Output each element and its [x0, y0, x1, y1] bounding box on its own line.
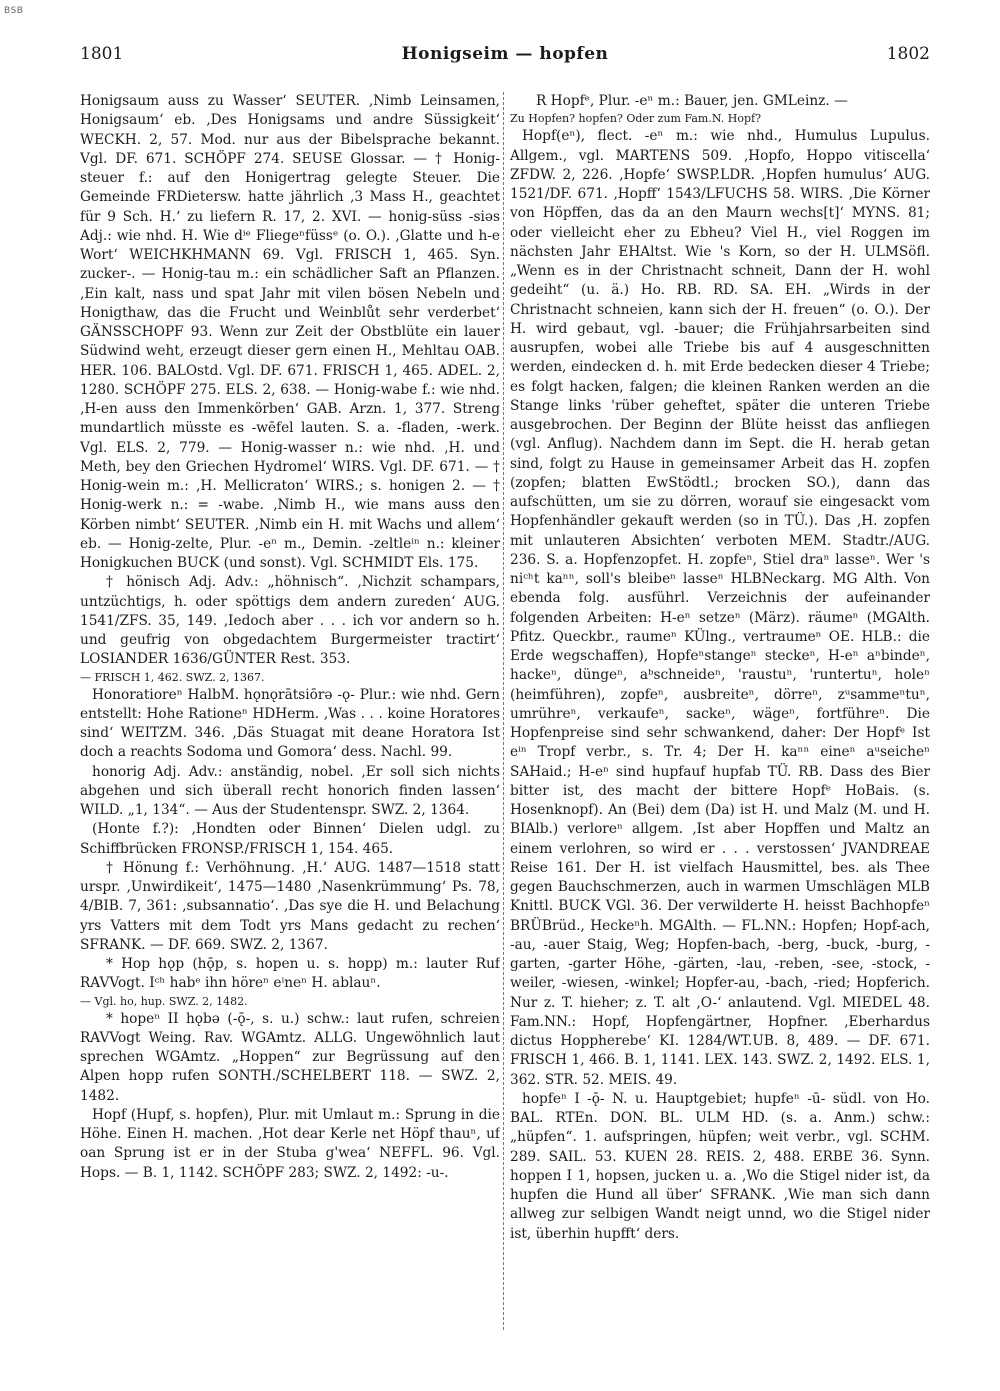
- entry-hopf: Hopf (Hupf, s. hopfen), Plur. mit Umlaut m.: Sprung in die Höhe. Einen H. machen. ‚Hot dear Kerle net Höpf thauⁿ, uf oan Sprung ist er in der Stuba g'wea‘ NEFFL. 96. Vgl. Hops. — B. 1, 1142. SCHÖPF 283; SWZ. 2, 1492: -u-.: [80, 1106, 500, 1181]
- entry-hoenung: † Hönung f.: Verhöhnung. ‚H.‘ AUG. 1487—1518 statt urspr. ‚Unwirdikeit‘, 1475—1480 ‚Nasenkrümmung‘ Ps. 78, 4/BIB. 7, 361: ‚subsannatio‘. ‚Das sye die H. und Belachung yrs Vatters mit dem Todt yrs Mans gedacht zu rechen‘ SFRANK. — DF. 669. SWZ. 2, 1367.: [80, 859, 500, 953]
- entry-hop: * Hop hǫp (hǭp, s. hopen u. s. hopp) m.: lauter Ruf RAVVogt. Iᶜʰ habᵉ ihn höreⁿ eⁱneⁿ H. ablauⁿ.: [80, 956, 500, 992]
- entry-r-hopfe: R Hopfᵉ, Plur. -eⁿ m.: Bauer, jen. GMLeinz. —: [536, 93, 848, 109]
- running-title: Honigseim — hopfen: [401, 44, 609, 64]
- note-r-hopfe: Zu Hopfen? hopfen? Oder zum Fam.N. Hopf?: [510, 112, 761, 126]
- right-column: [510, 92, 930, 1332]
- page-number-left: 1801: [80, 44, 124, 64]
- library-stamp: BSB: [4, 6, 24, 16]
- reference-note-hop: — Vgl. ho, hup. SWZ. 2, 1482.: [80, 994, 248, 1008]
- entry-hopen-ii: * hopeⁿ II hǫbə (-ǭ-, s. u.) schw.: laut rufen, schreien RAVVogt Weing. Rav. WGAmtz. ALLG. Ungewöhnlich laut sprechen WGAmtz. „Hoppen“ zur Begrüssung auf den Alpen hopp rufen SONTH./SCHELBERT 118. — SWZ. 2, 1482.: [80, 1010, 500, 1104]
- entry-honoratioren: Honoratioreⁿ HalbM. hǫnǫrātsiōrə -ǫ- Plur.: wie nhd. Gern entstellt: Hohe Rationeⁿ HDHerm. ‚Was . . . koine Horatores sind‘ WEITZM. 346. ‚Däs Stuagat mit deane Horatora Ist doch a reachts Sodoma und Gomora‘ dess. Nachl. 99.: [80, 686, 500, 761]
- page-number-right: 1802: [886, 44, 930, 64]
- entry-hopfen-noun: Hopf(eⁿ), flect. -eⁿ m.: wie nhd., Humulus Lupulus. Allgem., vgl. MARTENS 509. ‚Hopfo, Hoppo vitiscella‘ ZFDW. 2, 226. ‚Hopfe‘ SWSP.LDR. ‚Hopfen humulus‘ AUG. 1521/DF. 671. ‚Hopff‘ 1543/LFUCHS 58. WIRS. ‚Die Körner von Höpffen, das da an den Maurn wechs[t]‘ MYNS. 81; oder vielleicht eher zu Ebheu? Viel H., viel Roggen im nächsten Jahr EHAltst. Wie 's Korn, so der H. ULMSöfl. „Wenn es in der Christnacht schneit, Dann der H. wohl gedeiht“ (u. ä.) Ho. RB. RD. SA. EH. „Wirds in der Christnacht schneien, kann sich der H. freuen“ (o. O.). Der H. wird gebaut, vgl. -bauer; die Frühjahrsarbeiten sind ausrupfen, wobei alle Triebe bis auf 4 ausgeschnitten werden, eindecken d. h. mit Erde bedecken dieser 4 Triebe; es folgt hacken, falgen; die kleinen Ranken werden an die Stange links 'rüber geheftet, später die unteren Triebe ausgebrochen. Der Beginn der Blüte heisst das anfliegen (vgl. Anflug). Nachdem dann im Sept. die H. herab getan sind, folgt zu Hause in gemeinsamer Arbeit das H. zopfen (zopfen; blatten EwStödtl.; brocken SO.), dann das aufschütten, um sie zu dörren, worauf sie eingesackt vom Hopfenhändler gekauft werden (so in TÜ.). Das ‚H. zopfen mit unlauteren Absichten‘ verboten MEM. Stadtr./AUG. 236. S. a. Hopfenzopfet. H. zopfeⁿ, Stiel draⁿ lasseⁿ. Wer 's niᶜʰt kaⁿⁿ, soll's bleibeⁿ lasseⁿ HLBNeckarg. MG Alth. Von ebenda folg. ausführl. Verzeichnis der aufeinander folgenden Arbeiten: H-eⁿ setzeⁿ (März). räumeⁿ (MGAlth. Pfitz. Queckbr., raumeⁿ KÜlng., vertraumeⁿ OE. HLB.: die Erde wegschaffen), Hopfeⁿstangeⁿ steckeⁿ, H-eⁿ aⁿbindeⁿ, hackeⁿ, düngeⁿ, aᵇschneideⁿ, 'raustuⁿ, 'runtertuⁿ, holeⁿ (heimführen), zopfeⁿ, ausbreiteⁿ, dörreⁿ, zᵘsammeⁿtuⁿ, umrühreⁿ, verkaufeⁿ, sackeⁿ, wägeⁿ, fortführeⁿ. Die Hopfenpreise sind sehr schwankend, daher: Der Hopfᵉ Ist eⁱⁿ Tropf verbr., s. Tr. 4; Der H. kaⁿⁿ eineⁿ aᵘseicheⁿ SAHaid.; H-eⁿ sind hupfauf hupfab TÜ. RB. Dass des Bier bitter ist, des macht der bittere Hopfᵉ HoBais. (s. Hosenknopf). An (Bei) dem (Da) ist H. und Malz (M. und H. BIAlb.) verloreⁿ allgem. ‚Ist aber Hopffen und Maltz an einem verlohren, so wird er . . . verstossen‘ JVANDREAE Reise 161. Der H. ist vielfach Hausmittel, bes. als Thee gegen Bauchschmerzen, auch in warmen Umschlägen MLB Knittl. BUCK VGl. 36. Der verwilderte H. heisst Bachhopfeⁿ BRÜBrüd., Heckeⁿh. MGAlth. — FL.NN.: Hopfen; Hopf-ach, -au, -auer Staig, Weg; Hopfen-bach, -berg, -buck, -burg, -garten, -garter Höhe, -gärten, -lau, -reben, -see, -stock, -weiler, -wiesen, -winkel; Hopfer-au, -bach, -ried; Hopferich. Nur z. T. hieher; z. T. alt ‚O-‘ anlautend. Vgl. MIEDEL 48. Fam.NN.: Hopf, Hopfengärtner, Hopfner. ‚Eberhardus dictus Hoppherebe‘ KI. 1284/WT.UB. 8, 489. — DF. 671. FRISCH 1, 466. B. 1, 1141. LEX. 143. SWZ. 2, 1492. ELS. 1, 362. STR. 52. MEIS. 49.: [510, 128, 930, 1088]
- column-divider: [503, 92, 504, 1330]
- entry-honorig: honorig Adj. Adv.: anständig, nobel. ‚Er soll sich nichts abgehen und sich überall recht honorich finden lassen‘ WILD. „1, 134“. — Aus der Studentenspr. SWZ. 2, 1364.: [80, 763, 500, 818]
- page-header: [80, 44, 930, 70]
- entry-hoenisch: † hönisch Adj. Adv.: „höhnisch“. ‚Nichzit schampars, untzüchtigs, h. oder spöttigs dem andern zureden‘ AUG. 1541/ZFS. 35, 149. ‚Iedoch aber . . . ich vor andern so h. und geufrig von obgedachtem Burgermeister tractirt‘ LOSIANDER 1636/GÜNTER Rest. 353.: [80, 574, 500, 668]
- reference-note-hoenisch: — FRISCH 1, 462. SWZ. 2, 1367.: [80, 670, 265, 684]
- entry-honte: (Honte f.?): ‚Hondten oder Binnen‘ Dielen udgl. zu Schiffbrücken FRONSP./FRISCH 1, 154. 465.: [80, 821, 500, 857]
- entry-honigsaum-cont: Honigsaum auss zu Wasser‘ SEUTER. ‚Nimb Leinsamen, Honigsaum‘ eb. ‚Des Honigsams und andre Süssigkeit‘ WECKH. 2, 57. Mod. nur aus der Bibelsprache bekannt. Vgl. DF. 671. SCHÖPF 274. SEUSE Glossar. — † Honig-steuer f.: auf den Honigertrag gelegte Steuer. Die Gemeinde FRDietersw. hatte jährlich ‚3 Mass H., geachtet für 9 Sch. H.‘ zu liefern R. 17, 2. XVI. — honig-süss -siəs Adj.: wie nhd. H. Wie dⁱᵉ Fliegeⁿfüssᵉ (o. O.). ‚Glatte und h-e Wort‘ WEICHKHMANN 69. Vgl. FRISCH 1, 465. Syn. zucker-. — Honig-tau m.: ein schädlicher Saft an Pflanzen. ‚Ein kalt, nass und spat Jahr mit vilen bösen Nebeln und Honigthaw, das die Frucht und Weinblůt sehr verderbet‘ GÄNSSCHOPF 93. Wenn zur Zeit der Obstblüte ein lauer Südwind weht, erzeugt dieser gern einen H., Mehltau OAB. HER. 106. BALOstd. Vgl. DF. 671. FRISCH 1, 465. ADEL. 2, 1280. SCHÖPF 275. ELS. 2, 638. — Honig-wabe f.: wie nhd. ‚H-en auss den Immenkörben‘ GAB. Arzn. 1, 377. Streng mundartlich müsste es -wēfel lauten. S. a. -fladen, -werk. Vgl. ELS. 2, 779. — Honig-wasser n.: wie nhd. ‚H. und Meth, bey den Griechen Hydromel‘ WIRS. Vgl. DF. 671. — † Honig-wein m.: ‚H. Mellicraton‘ WIRS.; s. honigen 2. — † Honig-werk n.: = -wabe. ‚Nimb H., wie mans auss den Körben nimbt‘ SEUTER. ‚Nimb ein H. mit Wachs und allem‘ eb. — Honig-zelte, Plur. -eⁿ m., Demin. -zeltleⁱⁿ n.: kleiner Honigkuchen BUCK (und sonst). Vgl. SCHMIDT Els. 175.: [80, 93, 500, 571]
- left-column: [80, 92, 500, 1326]
- entry-hopfen-verb: hopfeⁿ I -ǭ- N. u. Hauptgebiet; hupfeⁿ -ū- südl. von Ho. BAL. RTEn. DON. BL. ULM HD. (s. a. Anm.) schw.: „hüpfen“. 1. aufspringen, hüpfen; weit verbr., vgl. SCHM. 289. SAIL. 53. KUEN 28. REIS. 2, 488. ERBE 36. Synn. hoppen I 1, hopsen, jucken u. a. ‚Wo die Stigel nider ist, da hupfen die Hund all über‘ SFRANK. ‚Wie man sich dann allweg zur selbigen Wandt neigt unnd, wo die Stigel nider ist, überhin hupfft‘ ders.: [510, 1090, 930, 1242]
